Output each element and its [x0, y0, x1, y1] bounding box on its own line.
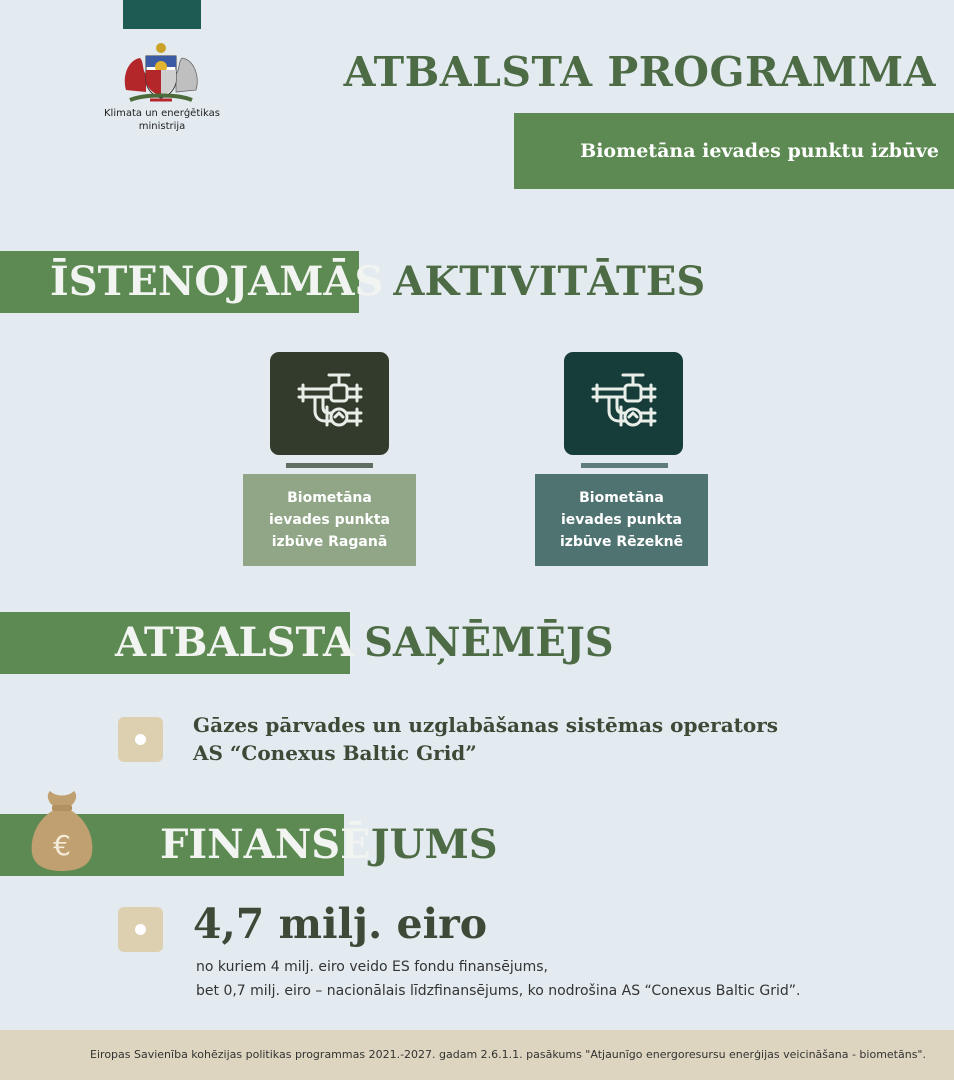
section-title-recipient-part2: SAŅĒMĒJS	[364, 619, 614, 666]
activity-divider-1	[286, 463, 373, 468]
activity-divider-2	[581, 463, 668, 468]
funding-detail-1: no kuriem 4 milj. eiro veido ES fondu finansējums,	[196, 959, 548, 975]
section-title-activities-part2: AKTIVITĀTES	[393, 258, 706, 305]
section-title-activities	[50, 251, 705, 313]
activity-card-2	[535, 474, 708, 566]
recipient-line-1: Gāzes pārvades un uzglabāšanas sistēmas operators	[193, 713, 779, 737]
ministry-name	[96, 107, 228, 133]
coat-of-arms-icon	[120, 40, 202, 106]
pipeline-valve-icon	[293, 367, 367, 441]
recipient-text	[193, 711, 778, 767]
money-bag-euro-icon	[28, 787, 96, 873]
recipient-line-2: AS “Conexus Baltic Grid”	[193, 741, 477, 765]
page-title: ATBALSTA PROGRAMMA	[343, 48, 936, 96]
section-title-activities-part1: ĪSTENOJAMĀS	[50, 258, 384, 305]
ministry-line-1: Klimata un enerģētikas	[104, 108, 220, 119]
section-title-recipient	[115, 612, 614, 674]
activity-card-1	[243, 474, 416, 566]
activity-icon-tile-2	[564, 352, 683, 455]
ministry-line-2: ministrija	[138, 121, 186, 132]
activity-label-1: Biometāna ievades punkta izbūve Raganā	[269, 490, 390, 550]
activity-icon-tile-1	[270, 352, 389, 455]
svg-text:€: €	[53, 829, 71, 862]
bullet-icon	[118, 907, 163, 952]
top-accent-bar	[123, 0, 201, 29]
section-title-funding-part1: FINANSĒ	[160, 821, 371, 868]
footer-text: Eiropas Savienība kohēzijas politikas programmas 2021.-2027. gadam 2.6.1.1. pasākums "Atjaunīgo energoresursu enerģijas veicināšana - biometāns".	[90, 1048, 926, 1061]
page-subtitle: Biometāna ievades punktu izbūve	[580, 140, 939, 162]
funding-detail-2: bet 0,7 milj. eiro – nacionālais līdzfinansējums, ko nodrošina AS “Conexus Baltic Grid”.	[196, 983, 801, 999]
section-title-funding-part2: JUMS	[370, 821, 498, 868]
funding-amount: 4,7 milj. eiro	[193, 900, 488, 948]
bullet-icon	[118, 717, 163, 762]
section-title-recipient-part1: ATBALSTA	[115, 619, 355, 666]
section-title-funding	[160, 814, 498, 876]
activity-label-2: Biometāna ievades punkta izbūve Rēzeknē	[559, 490, 684, 550]
pipeline-valve-icon	[587, 367, 661, 441]
